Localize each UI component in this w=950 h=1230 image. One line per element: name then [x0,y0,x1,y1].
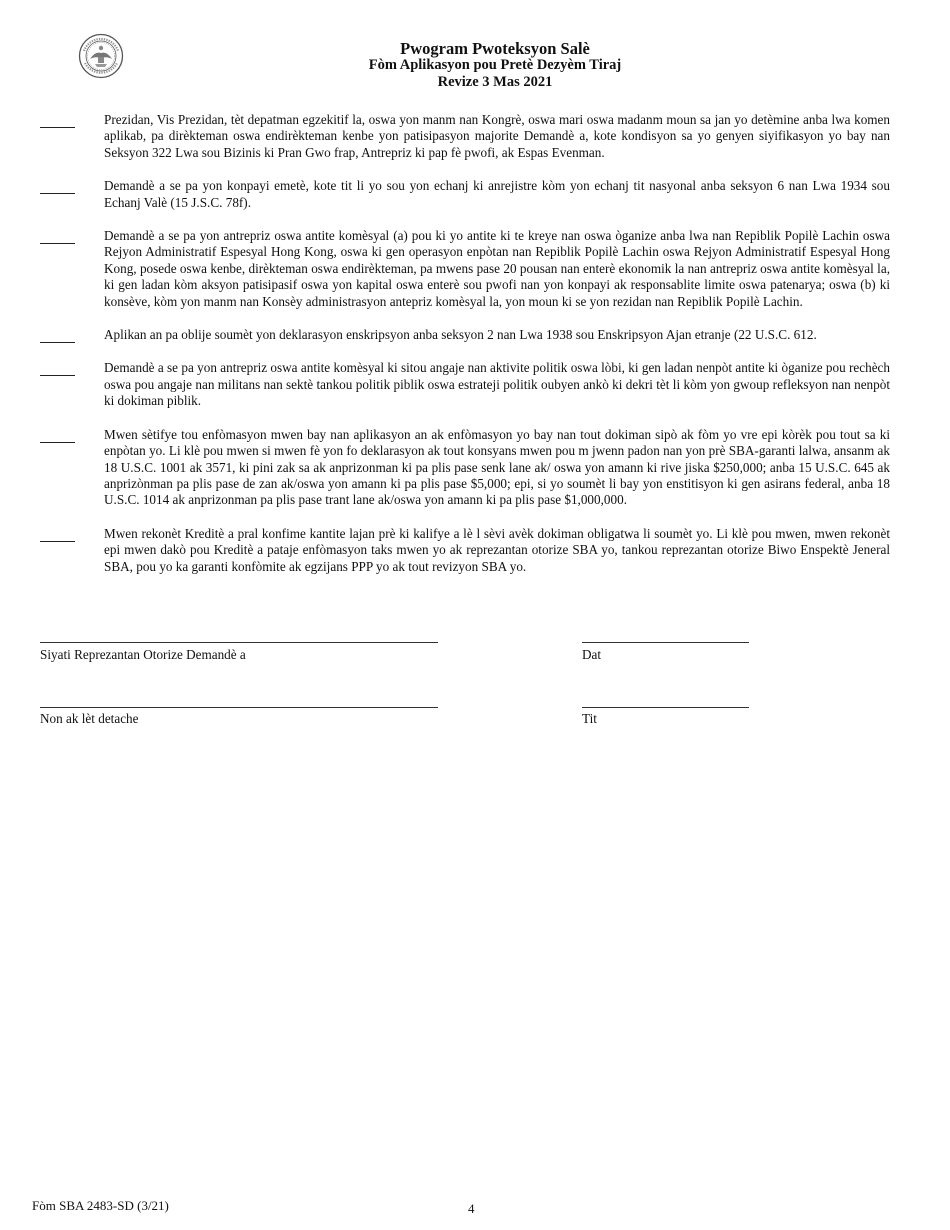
certification-item [40,526,890,575]
title-label: Tit [582,711,597,726]
certification-text: Demandè a se pa yon antrepriz oswa antite komèsyal ki sitou angaje nan aktivite politik oswa lòbi, ki gen ladan nenpòt antite ki òganize pou rechèch oswa pou angaje nan militans nan sektè tankou politik piblik oswa estrateji politik oubyen ankò ki dekri tèt li kòm yon gwoup refleksyon nan nenpòt ki dokiman piblik. [104,360,890,409]
printed-name-line[interactable] [40,707,438,708]
certification-item [40,112,890,161]
certification-item [40,327,890,343]
initials-blank[interactable] [40,526,75,542]
certification-text: Demandè a se pa yon konpayi emetè, kote tit li yo sou yon echanj ki anrejistre kòm yon echanj tit nasyonal anba seksyon 6 nan Lwa 1934 sou Echanj Valè (15 J.S.C. 78f). [104,178,890,210]
form-subtitle: Fòm Aplikasyon pou Pretè Dezyèm Tiraj [368,57,622,73]
certification-text: Prezidan, Vis Prezidan, tèt depatman egzekitif la, oswa yon manm nan Kongrè, oswa mari oswa madanm moun sa jan yo detèmine anba lwa komen aplikab, pa dirèkteman oswa endirèkteman kenbe yon patisipasyon majorite Demandè a, kote kondisyon sa yo genyen siyifikasyon yo bay nan Seksyon 322 Lwa sou Bizinis ki Pran Gwo frap, Antrepriz ki pap fè pwofi, ak Espas Evenman. [104,112,890,160]
certification-item [40,178,890,211]
certification-text: Demandè a se pa yon antrepriz oswa antite komèsyal (a) pou ki yo antite ki te kreye nan oswa òganize anba lwa nan Repiblik Popilè Lachin oswa Rejyon Administratif Espesyal Hong Kong, oswa ki gen operasyon enpòtan nan Repiblik Popilè Lachin oswa Rejyon Administratif Espesyal Hong Kong, posede oswa kenbe, dirèkteman oswa endirèkteman, pa mwens pase 20 pousan nan enterè ekonomik la nan antrepriz oswa antite komèsyal la, ki gen ladan kòm aksyon patisipasif oswa yon kapital oswa enterè sou pwofi nan yon konpayi ak responsablite limite oswa patenarya; oswa (b) ki konsève, kòm yon manm nan Konsèy administrasyon antepriz komèsyal la, yon moun ki se yon rezidan nan Repiblik Popilè Lachin. [104,228,890,309]
initials-blank[interactable] [40,178,75,194]
certification-item [40,360,890,409]
certification-item [40,427,890,509]
form-revision: Revize 3 Mas 2021 [437,74,553,90]
printed-name-label: Non ak lèt detache [40,711,139,726]
page-number: 4 [468,1201,475,1216]
form-title: Pwogram Pwoteksyon Salè [400,39,590,58]
initials-blank[interactable] [40,112,75,128]
certification-text: Mwen rekonèt Kreditè a pral konfime kantite lajan prè ki kalifye a lè l sèvi avèk dokiman obligatwa li soumèt yo. Li klè pou mwen, mwen rekonèt epi mwen dakò pou Kreditè a pataje enfòmasyon taks mwen yo ak reprezantan otorize SBA yo, tankou reprezantan otorize Biwo Enspektè Jeneral SBA, pou yo ka garanti konfòmite ak egzijans PPP yo ak tout revizyon SBA yo. [104,525,890,574]
initials-blank[interactable] [40,228,75,244]
initials-blank[interactable] [40,327,75,343]
date-line[interactable] [582,642,749,643]
signature-line[interactable] [40,642,438,643]
form-identifier: Fòm SBA 2483-SD (3/21) [32,1198,169,1213]
certification-text: Mwen sètifye tou enfòmasyon mwen bay nan aplikasyon an ak enfòmasyon yo bay nan tout dokiman sipò ak fòm yo vre epi kòrèk pou tout sa ki enpòtan yo. Li klè pou mwen si mwen fè yon fo deklarasyon ak tout konsyans mwen pou m jwenn padon nan yon prè SBA-garanti lalwa, ansanm ak 18 U.S.C. 1001 ak 3571, ki pini zak sa ak anprizonman ki pa plis pase senk lane ak/ oswa yon amann ki rive jiska $250,000; anba 15 U.S.C. 645 ak anprizònman pa plis pase de zan ak/oswa yon amann ki pa plis pase $5,000; epi, si yo soumèt li bay yon enstitisyon ki gen asirans federal, anba 18 U.S.C. 1014 ak anprizonman pa plis pase trant lane ak/oswa yon amann ki pa plis pase $1,000,000. [104,426,890,508]
certification-list [40,112,890,592]
date-label: Dat [582,647,602,662]
initials-blank[interactable] [40,427,75,443]
signature-label: Siyati Reprezantan Otorize Demandè a [40,647,246,662]
title-line[interactable] [582,707,749,708]
initials-blank[interactable] [40,360,75,376]
certification-text: Aplikan an pa oblije soumèt yon deklarasyon enskripsyon anba seksyon 2 nan Lwa 1938 sou Enskripsyon Ajan etranje (22 U.S.C. 612. [104,327,817,343]
form-header [0,40,950,91]
certification-item [40,228,890,310]
